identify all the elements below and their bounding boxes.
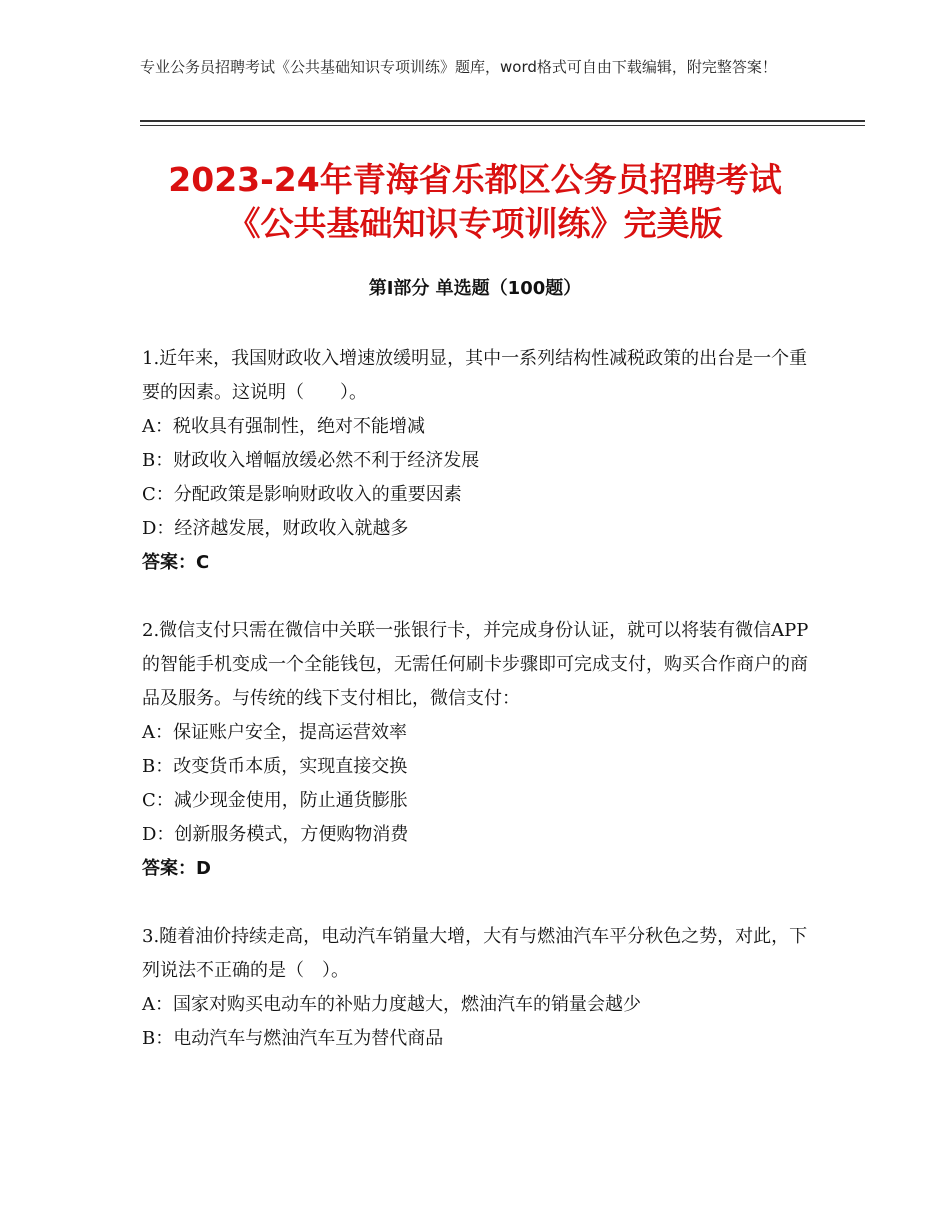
option-a: A：国家对购买电动车的补贴力度越大，燃油汽车的销量会越少	[142, 994, 641, 1015]
question-3	[142, 920, 810, 1056]
document-title	[100, 158, 850, 246]
question-stem: 2.微信支付只需在微信中关联一张银行卡，并完成身份认证，就可以将装有微信APP的智能手机变成一个全能钱包，无需任何刷卡步骤即可完成支付，购买合作商户的商品及服务。与传统的线下支付相比，微信支付：	[142, 620, 809, 709]
option-b: B：财政收入增幅放缓必然不利于经济发展	[142, 450, 480, 471]
answer: 答案：D	[142, 858, 211, 879]
option-d: D：创新服务模式，方便购物消费	[142, 824, 409, 845]
option-b: B：改变货币本质，实现直接交换	[142, 756, 408, 777]
option-d: D：经济越发展，财政收入就越多	[142, 518, 409, 539]
answer: 答案：C	[142, 552, 210, 573]
question-stem: 3.随着油价持续走高，电动汽车销量大增，大有与燃油汽车平分秋色之势，对此，下列说法不正确的是（ ）。	[142, 926, 808, 981]
option-a: A：税收具有强制性，绝对不能增减	[142, 416, 425, 437]
question-2	[142, 614, 810, 886]
question-stem: 1.近年来，我国财政收入增速放缓明显，其中一系列结构性减税政策的出台是一个重要的因素。这说明（ ）。	[142, 348, 808, 403]
option-c: C：减少现金使用，防止通货膨胀	[142, 790, 408, 811]
option-a: A：保证账户安全，提高运营效率	[142, 722, 407, 743]
header-note: 专业公务员招聘考试《公共基础知识专项训练》题库，word格式可自由下载编辑，附完整答案！	[140, 58, 777, 76]
title-line-1: 2023-24年青海省乐都区公务员招聘考试	[168, 160, 782, 199]
option-b: B：电动汽车与燃油汽车互为替代商品	[142, 1028, 444, 1049]
title-line-2: 《公共基础知识专项训练》完美版	[227, 204, 723, 243]
option-c: C：分配政策是影响财政收入的重要因素	[142, 484, 462, 505]
header-divider-thin	[140, 125, 865, 126]
question-1	[142, 342, 810, 580]
question-list	[142, 342, 810, 1090]
header-divider-thick	[140, 120, 865, 122]
section-heading: 第Ⅰ部分 单选题（100题）	[368, 278, 582, 299]
